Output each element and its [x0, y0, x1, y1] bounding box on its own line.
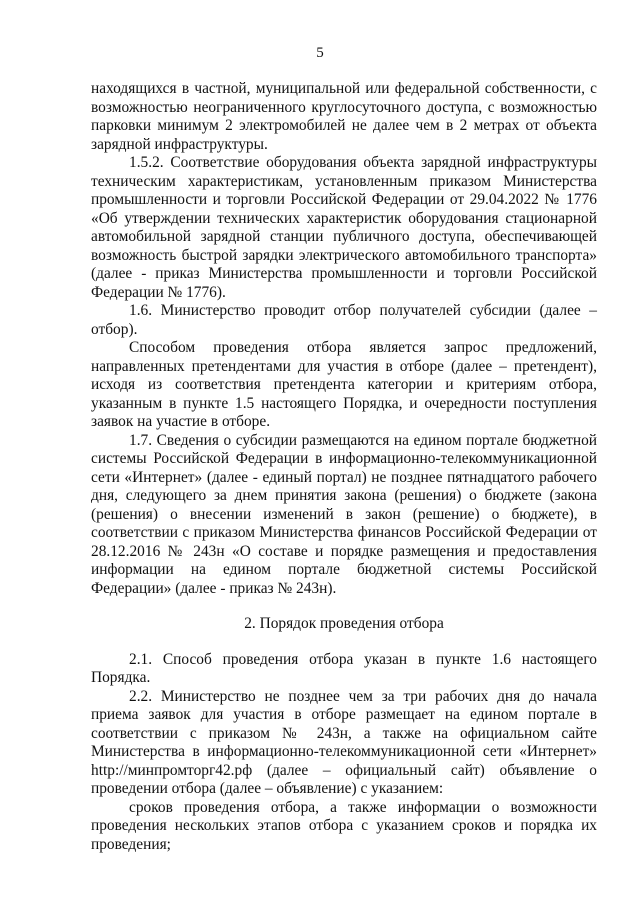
page-number: 5 [316, 45, 324, 61]
paragraph-1-6: 1.6. Министерство проводит отбор получателей субсидии (далее – отбор). [91, 302, 597, 338]
paragraph-2-1: 2.1. Способ проведения отбора указан в пункте 1.6 настоящего Порядка. [91, 650, 597, 686]
paragraph-continuation: находящихся в частной, муниципальной или федеральной собственности, с возможностью неограниченного круглосуточного доступа, с возможностью парковки минимум 2 электромобилей не далее чем в 2 метрах от объекта зарядной инфраструктуры. [91, 80, 597, 153]
section-heading: 2. Порядок проведения отбора [244, 615, 444, 632]
paragraph-1-7: 1.7. Сведения о субсидии размещаются на едином портале бюджетной системы Российской Федерации в информационно-телекоммуникационной сети «Интернет» (далее - единый портал) не позднее пятнадцатого рабочего дня, следующего за днем принятия закона (решения) о бюджете (закона (решения) о внесении изменений в закон (решение) о бюджете), в соответствии с приказом Министерства финансов Российской Федерации от 28.12.2016 № 243н «О составе и порядке размещения и предоставления информации на едином портале бюджетной системы Российской Федерации» (далее - приказ № 243н). [91, 431, 597, 597]
paragraph-selection-method: Способом проведения отбора является запрос предложений, направленных претендентами для участия в отборе (далее – претендент), исходя из соответствия претендента категории и критериям отбора, указанным в пункте 1.5 настоящего Порядка, и очередности поступления заявок на участие в отборе. [91, 339, 597, 430]
paragraph-1-5-2: 1.5.2. Соответствие оборудования объекта зарядной инфраструктуры техническим характеристикам, установленным приказом Министерства промышленности и торговли Российской Федерации от 29.04.2022 № 1776 «Об утверждении технических характеристик оборудования стационарной автомобильной зарядной станции публичного доступа, обеспечивающей возможность быстрой зарядки электрического автомобильного транспорта» (далее - приказ Министерства промышленности и торговли Российской Федерации № 1776). [91, 154, 597, 301]
paragraph-deadlines: сроков проведения отбора, а также информации о возможности проведения нескольких этапов отбора с указанием сроков и порядка их проведения; [91, 798, 597, 853]
document-body [91, 80, 597, 854]
paragraph-2-2: 2.2. Министерство не позднее чем за три рабочих дня до начала приема заявок для участия в отборе размещает на едином портале в соответствии с приказом № 243н, а также на официальном сайте Министерства в информационно-телекоммуникационной сети «Интернет» http://минпромторг42.рф (далее – официальный сайт) объявление о проведении отбора (далее – объявление) с указанием: [91, 687, 597, 797]
